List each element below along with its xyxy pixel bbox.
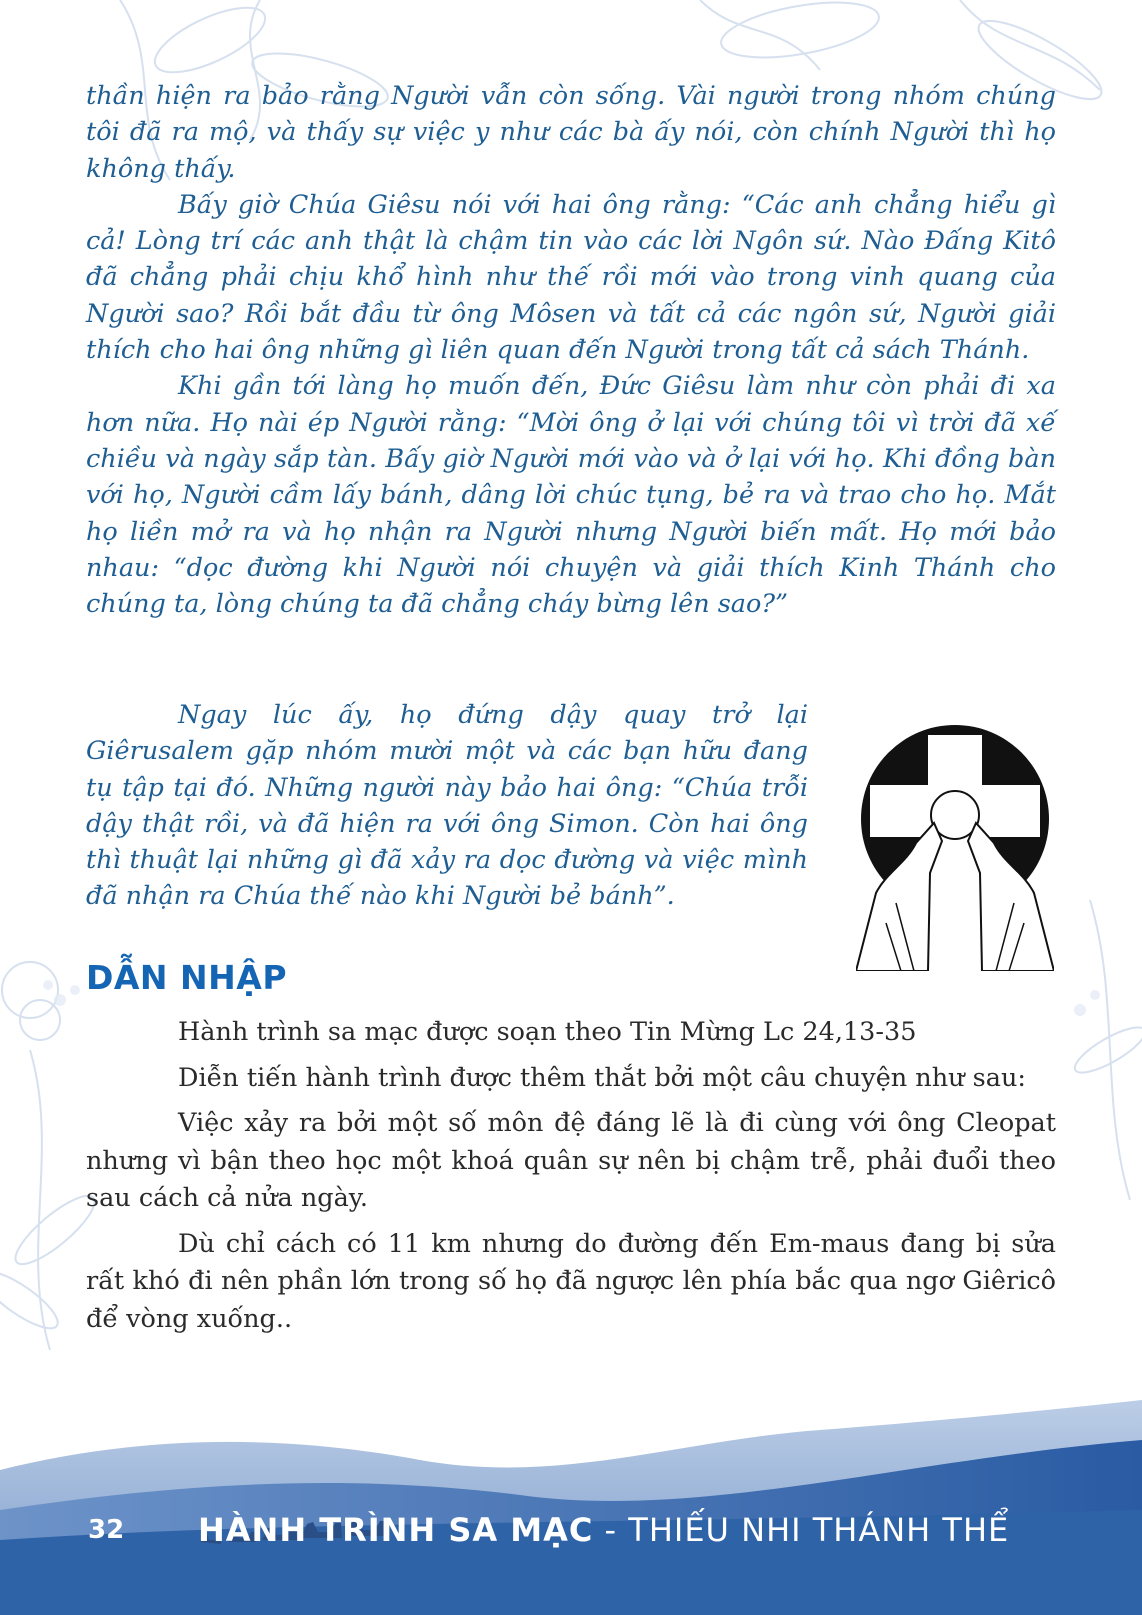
scripture-paragraph: thần hiện ra bảo rằng Người vẫn còn sống. Vài người trong nhóm chúng tôi đã ra mộ, và thấy sự việc y như các bà ấy nói, còn chính Người thì họ không thấy. (86, 81, 1056, 184)
body-paragraph: Việc xảy ra bởi một số môn đệ đáng lẽ là đi cùng với ông Cleopat nhưng vì bận theo học một khoá quân sự nên bị chậm trễ, phải đuổi theo sau cách cả nửa ngày. (86, 1108, 1056, 1213)
scripture-passage (86, 78, 1056, 622)
section-heading: DẪN NHẬP (86, 958, 288, 997)
book-title-regular: THIẾU NHI THÁNH THỂ (628, 1511, 1010, 1549)
scripture-paragraph: Bấy giờ Chúa Giêsu nói với hai ông rằng: “Các anh chẳng hiểu gì cả! Lòng trí các anh thật là chậm tin vào các lời Ngôn sứ. Nào Đấng Kitô đã chẳng phải chịu khổ hình như thế rồi mới vào trong vinh quang của Người sao? Rồi bắt đầu từ ông Môsen và tất cả các ngôn sứ, Người giải thích cho hai ông những gì liên quan đến Người trong tất cả sách Thánh. (86, 189, 1056, 366)
scripture-paragraph: Khi gần tới làng họ muốn đến, Đức Giêsu làm như còn phải đi xa hơn nữa. Họ nài ép Người rằng: “Mời ông ở lại với chúng tôi vì trời đã xế chiều và ngày sắp tàn. Bấy giờ Người mới vào và ở lại với họ. Khi đồng bàn với họ, Người cầm lấy bánh, dâng lời chúc tụng, bẻ ra và trao cho họ. Mắt họ liền mở ra và họ nhận ra Người nhưng Người biến mất. Họ mới bảo nhau: “dọc đường khi Người nói chuyện và giải thích Kinh Thánh cho chúng ta, lòng chúng ta đã chẳng cháy bừng lên sao?” (86, 371, 1056, 620)
body-paragraph: Dù chỉ cách có 11 km nhưng do đường đến Em-maus đang bị sửa rất khó đi nên phần lớn trong số họ đã ngược lên phía bắc qua ngơ Giêricô để vòng xuống.. (86, 1228, 1056, 1334)
scripture-passage-wrapped (86, 697, 808, 915)
cross-host-hands-icon (856, 723, 1054, 971)
body-paragraph: Diễn tiến hành trình được thêm thắt bởi một câu chuyện như sau: (178, 1062, 1026, 1093)
book-title-bold: HÀNH TRÌNH SA MẠC (198, 1511, 594, 1549)
page-number: 32 (88, 1515, 125, 1545)
book-title-separator: - (593, 1511, 629, 1549)
body-paragraph: Hành trình sa mạc được soạn theo Tin Mừng Lc 24,13-35 (178, 1017, 917, 1047)
book-title (198, 1505, 1009, 1555)
section-body (86, 1014, 1056, 1338)
scripture-paragraph: Ngay lúc ấy, họ đứng dậy quay trở lại Giêrusalem gặp nhóm mười một và các bạn hữu đang tụ tập tại đó. Những người này bảo hai ông: “Chúa trỗi dậy thật rồi, và đã hiện ra với ông Simon. Còn hai ông thì thuật lại những gì đã xảy ra dọc đường và việc mình đã nhận ra Chúa thế nào khi Người bẻ bánh”. (86, 700, 808, 912)
page-footer (0, 1505, 1142, 1565)
